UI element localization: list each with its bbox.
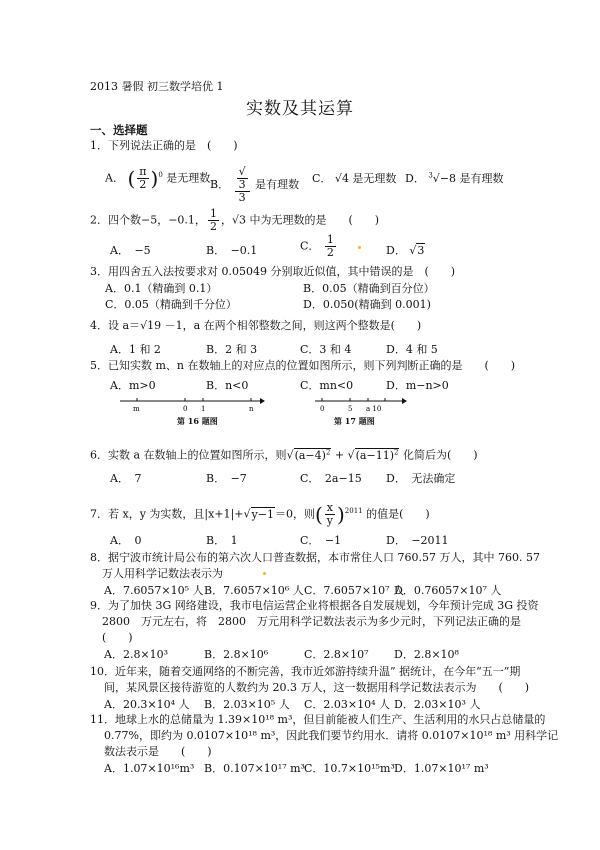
q10-option-d: D．2.03×10³ 人 xyxy=(394,698,481,711)
label-5: 5 xyxy=(348,405,353,413)
q7-option-c: C． −1 xyxy=(300,534,342,547)
q11-line2: 0.77%，即约为 0.0107×10¹⁸ m³，因此我们要节约用水．请将 0.0107×10¹⁸ m³ 用科学记 xyxy=(104,729,559,742)
q3-option-c: C．0.05（精确到千分位） xyxy=(105,298,237,311)
q9-option-b: B．2.8×10⁶ xyxy=(204,648,269,661)
q8-option-d: D．0.76057×10⁷ 人 xyxy=(394,584,502,597)
q4-stem: 4．设 a＝√19 －1，a 在两个相邻整数之间，则这两个整数是( ) xyxy=(90,319,422,332)
q3-option-d: D．0.050(精确到 0.001) xyxy=(303,298,431,311)
q3-stem: 3．用四舍五入法按要求对 0.05049 分别取近似值，其中错误的是 ( ) xyxy=(90,265,456,278)
q6-option-a: A． 7 xyxy=(110,472,142,485)
q1-option-a: A． ( $\frac{\pi}{2}$ )$^0$ 是无理数 xyxy=(105,165,211,191)
q8-option-c: C．7.6057×10⁷ 人 xyxy=(304,584,405,597)
label-0: 0 xyxy=(320,405,325,413)
q4-option-d: D．4 和 5 xyxy=(386,343,438,356)
q7-stem: 7．若 x，y 为实数，且|x+1|+√y−1＝0，则( $\frac{x}{y}$ )$^{2011}$ 的值是( ) xyxy=(90,501,430,528)
q9-option-a: A．2.8×10³ xyxy=(104,648,169,661)
q11-line1: 11．地球上水的总储量为 1.39×10¹⁸ m³，但目前能被人们生产、生活利用的水只占总储量的 xyxy=(90,713,546,726)
q1-option-b: B． √ 3 3 是有理数 xyxy=(210,165,300,204)
q1-option-c: C． √4 是无理数 xyxy=(312,172,397,185)
q8-option-a: A．7.6057×10⁵ 人 xyxy=(104,584,204,597)
arrow-head xyxy=(402,398,407,404)
section-heading: 一、选择题 xyxy=(90,123,148,137)
q9-line2: 2800 万元左右，将 2800 万元用科学记数法表示为多少元时，下列记法正确的是 xyxy=(102,615,521,628)
q5-option-a: A．m>0 xyxy=(110,379,156,392)
q5-option-d: D．m−n>0 xyxy=(386,379,449,392)
q5-stem: 5．已知实数 m、n 在数轴上的对应点的位置如图所示，则下列判断正确的是 ( ) xyxy=(90,359,516,372)
page-title: 实数及其运算 xyxy=(246,99,354,119)
q11-option-c: C．10.7×10¹⁵m³ xyxy=(304,762,395,775)
label-a10: a 10 xyxy=(366,405,382,413)
q5-option-b: B．n<0 xyxy=(206,379,249,392)
number-line-figure-17 xyxy=(310,392,410,414)
q6-option-d: D． 无法确定 xyxy=(386,472,456,485)
q2-option-b: B． −0.1 xyxy=(206,244,258,257)
q9-line3: ( ) xyxy=(102,631,133,644)
q3-option-a: A．0.1（精确到 0.1） xyxy=(105,282,218,295)
q10-option-c: C．2.03×10⁴ 人 xyxy=(304,698,391,711)
q11-option-a: A．1.07×10¹⁶m³ xyxy=(104,762,195,775)
q6-stem: 6．实数 a 在数轴上的位置如图所示，则$√(a-4)^2 + √(a-11)^2$ 化简后为( ) xyxy=(90,448,478,462)
q7-option-a: A． 0 xyxy=(110,534,142,547)
fraction: √ 3 3 xyxy=(235,166,250,204)
q10-line1: 10．近年来，随着交通网络的不断完善，我市近郊游持续升温” 据统计，在今年“五一”期 xyxy=(90,665,521,678)
q11-line3: 数法表示是 ( ) xyxy=(104,745,212,758)
label-0: 0 xyxy=(183,405,188,413)
q1-stem: 1．下列说法正确的是 ( ) xyxy=(90,139,238,152)
decorative-dot xyxy=(263,572,266,575)
q2-option-c: C． $\frac{1}{2}$ xyxy=(300,233,334,259)
label-n: n xyxy=(249,405,254,413)
q4-option-b: B．2 和 3 xyxy=(206,343,258,356)
q11-option-d: D．1.07×10¹⁷ m³ xyxy=(394,762,489,775)
q11-option-b: B．0.107×10¹⁷ m³ xyxy=(204,762,305,775)
q9-line1: 9．为了加快 3G 网络建设，我市电信运营企业将根据各自发展规划，今年预计完成 3G 投资 xyxy=(90,599,539,612)
q4-option-a: A．1 和 2 xyxy=(110,343,161,356)
q2-option-a: A． −5 xyxy=(110,244,151,257)
label-1: 1 xyxy=(201,405,206,413)
q9-option-d: D．2.8×10⁸ xyxy=(394,648,459,661)
q5-option-c: C．mn<0 xyxy=(300,379,354,392)
header: 2013 暑假 初三数学培优 1 xyxy=(90,80,224,93)
q7-option-b: B． 1 xyxy=(206,534,238,547)
q4-option-c: C．3 和 4 xyxy=(300,343,352,356)
label-m: m xyxy=(133,405,140,413)
q1-option-d: D． $^3$√−8 是有理数 xyxy=(405,171,504,185)
fraction: $\frac{\pi}{2}$ xyxy=(139,165,147,191)
number-line-figure-16 xyxy=(115,392,265,414)
q7-option-d: D． −2011 xyxy=(386,534,449,547)
q3-option-b: B．0.05（精确到百分位） xyxy=(303,282,435,295)
figure-16-caption: 第 16 题图 xyxy=(177,416,218,426)
q9-option-c: C．2.8×10⁷ xyxy=(304,648,369,661)
q8-option-b: B．7.6057×10⁶ 人 xyxy=(204,584,304,597)
q2-stem: 2．四个数−5，−0.1， $\frac{1}{2}$ ，√3 中为无理数的是 ( ) xyxy=(90,207,380,233)
q6-option-c: C． 2a−15 xyxy=(300,472,362,485)
q10-option-a: A．20.3×10⁴ 人 xyxy=(104,698,190,711)
q10-option-b: B．2.03×10⁵ 人 xyxy=(204,698,290,711)
q6-option-b: B． −7 xyxy=(206,472,247,485)
q8-line1: 8．据宁波市统计局公布的第六次人口普查数据，本市常住人口 760.57 万人，其中 760. 57 xyxy=(90,551,540,564)
q2-option-d: D． √3 xyxy=(386,244,425,257)
decorative-dot xyxy=(358,246,361,249)
q10-line2: 间，某风景区接待游览的人数约为 20.3 万人，这一数据用科学记数法表示为 ( ) xyxy=(104,681,530,694)
q8-line2: 万人用科学记数法表示为 xyxy=(102,567,223,580)
arrow-head xyxy=(260,398,265,404)
figure-17-caption: 第 17 题图 xyxy=(334,416,375,426)
